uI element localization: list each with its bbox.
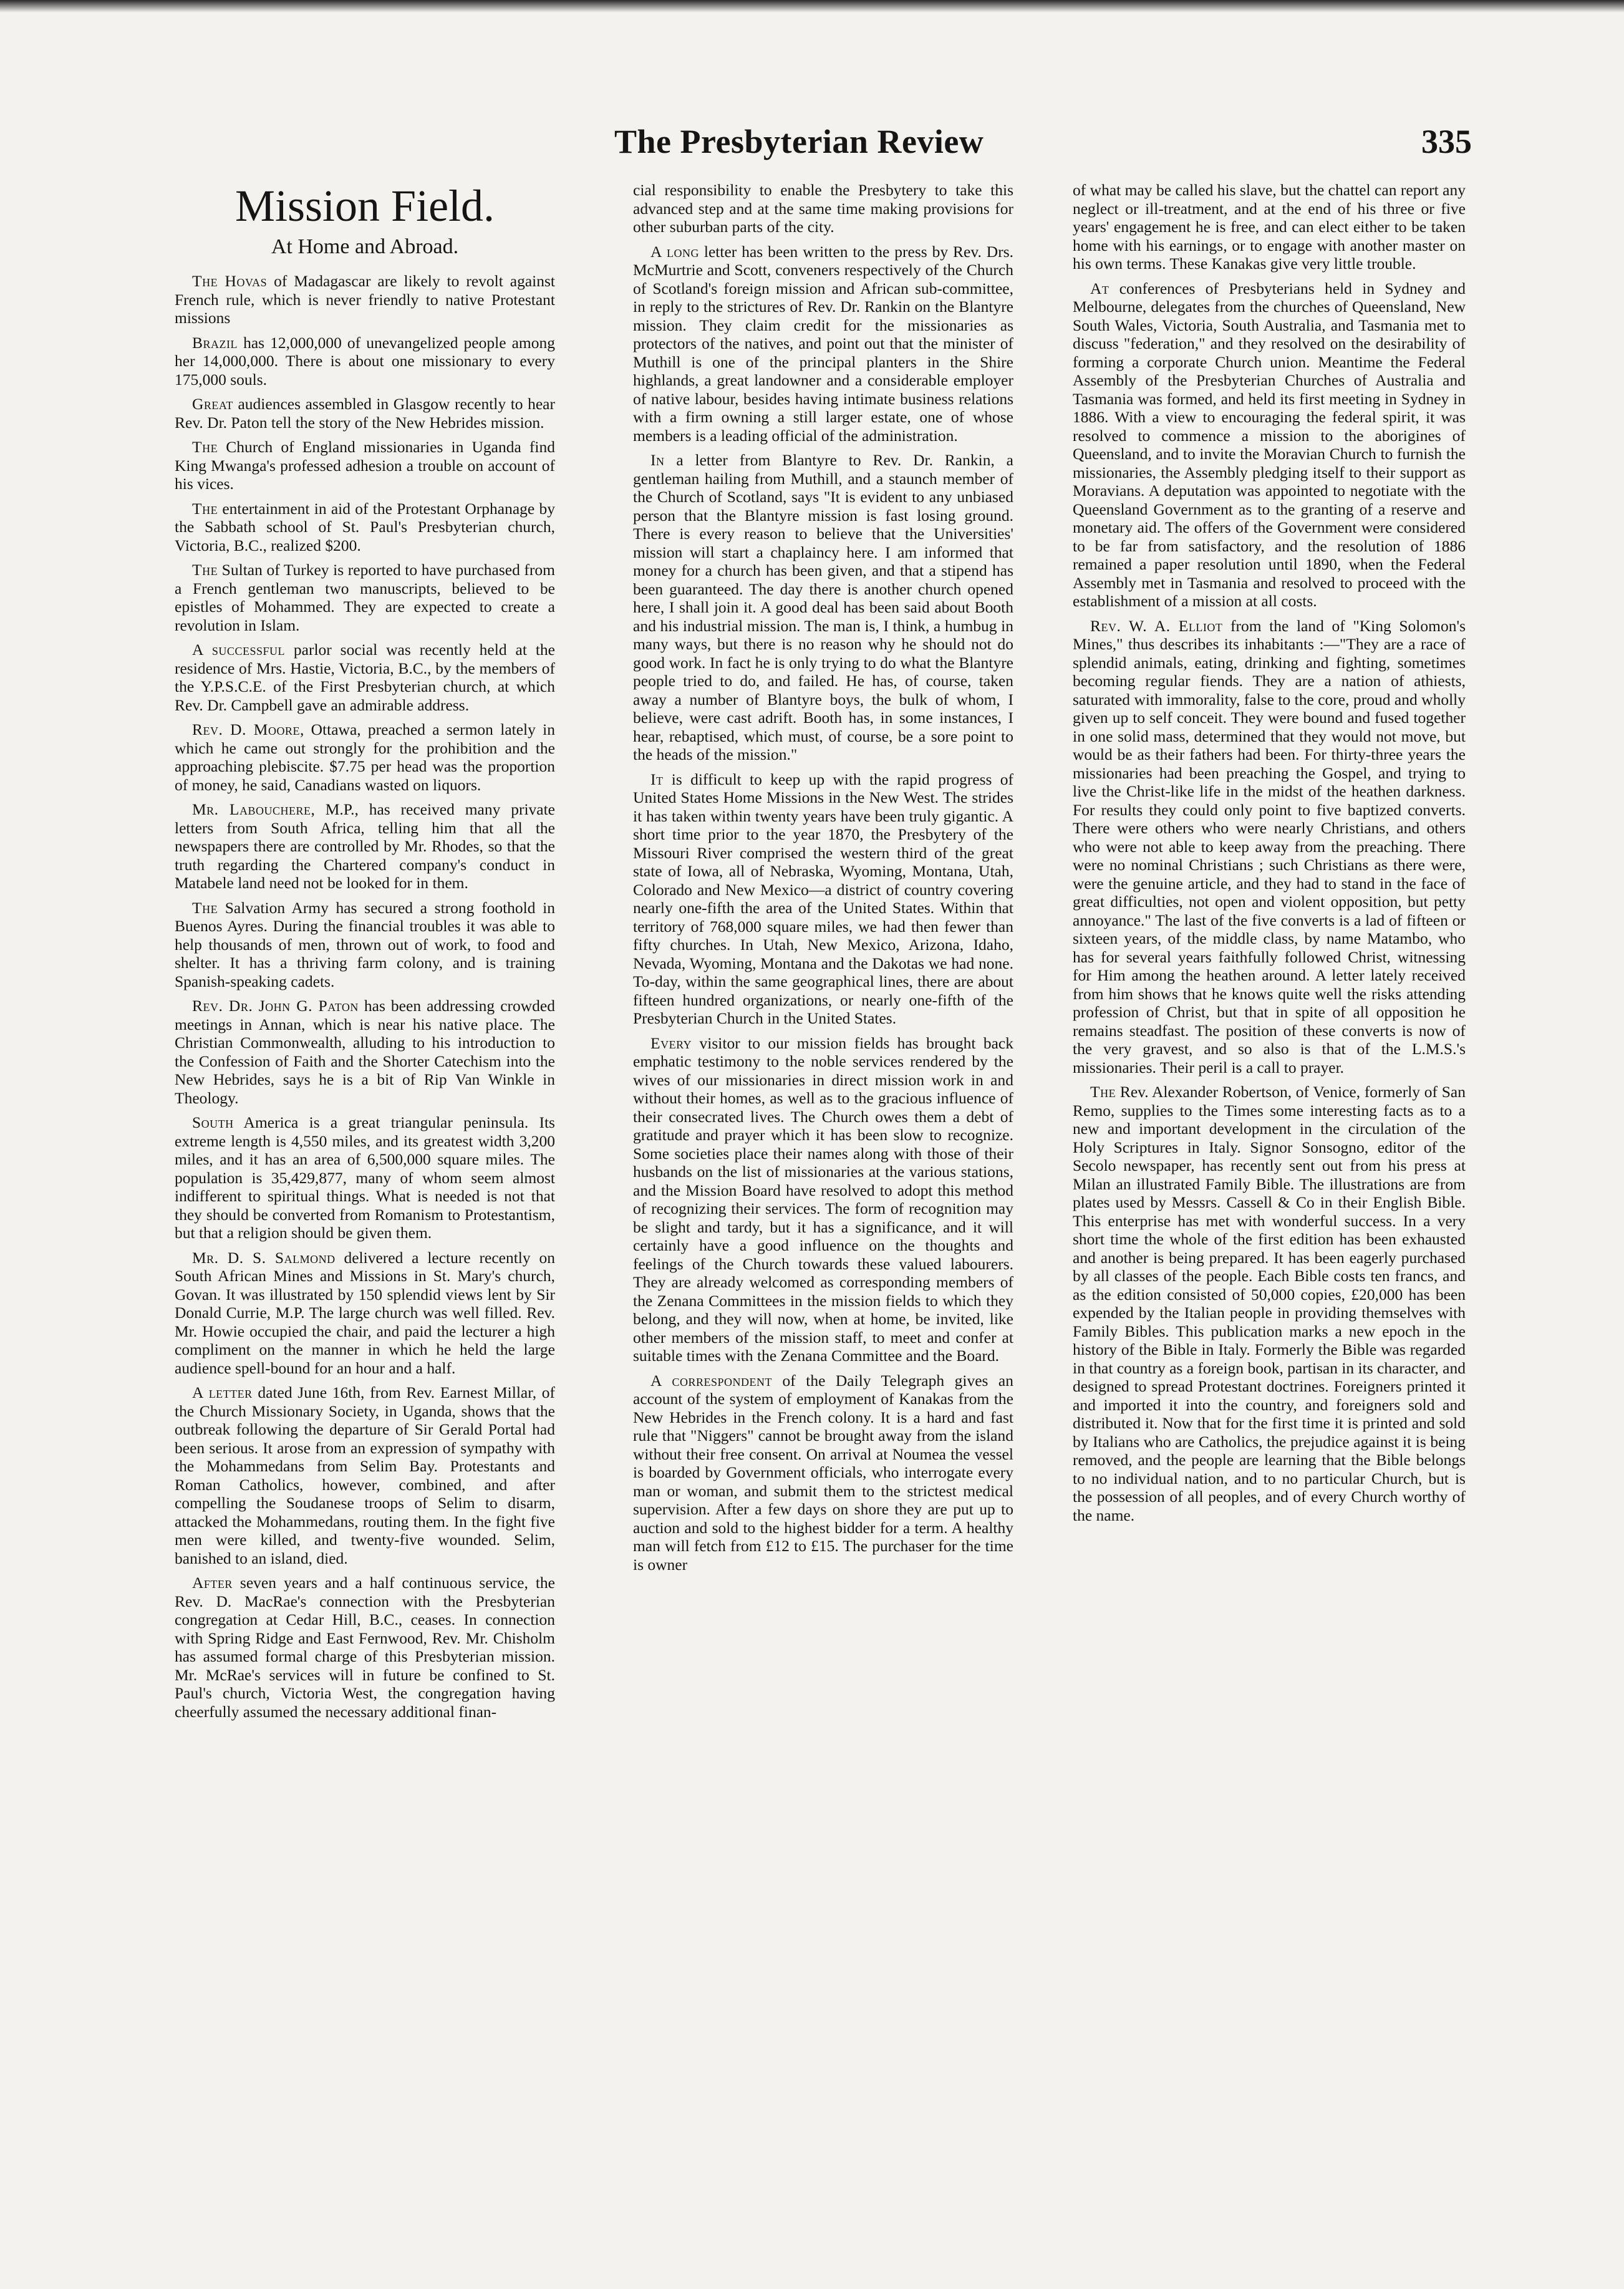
paragraph-lead: Every [650, 1033, 692, 1052]
paragraph [175, 561, 555, 634]
paragraph-lead: Rev. D. Moore [192, 720, 300, 738]
paragraph-lead: Rev. Dr. John G. Paton [192, 997, 359, 1015]
paragraph [175, 1574, 555, 1721]
paragraph [1073, 279, 1466, 611]
paragraph-text: conferences of Presbyterians held in Sydney and Melbourne, delegates from the churches of Queensland, New South Wales, Victoria, South Australia, and Tasmania met to discuss "federation," and they resolved on the desirability of forming a corporate Church union. Meantime the Federal Assembly of the Presbyterian Churches of Australia and Tasmania was formed, and held its first meeting in Sydney in 1886. With a view to encouraging the federal spirit, it was resolved to commence a mission to the aborigines of Queensland, and to invite the Moravian Church to furnish the missionaries, the Assembly pledging itself to their support as Moravians. A deputation was appointed to negotiate with the Queensland Government as to the granting of a reserve and monetary aid. The offers of the Government were considered to be far from satisfactory, and the resolution of 1886 remained a paper resolution until 1890, when the Federal Assembly met in Tasmania and resolved to proceed with the establishment of a mission at all costs. [1073, 279, 1466, 610]
paragraph [175, 720, 555, 794]
section-subtitle: At Home and Abroad. [271, 235, 459, 258]
paragraph-lead: A letter [192, 1383, 253, 1401]
paragraph [175, 1383, 555, 1567]
paragraph-text: parlor social was recently held at the residence of Mrs. Hastie, Victoria, B.C., by the members of the Y.P.S.C.E. of the First Presbyterian church, at which Rev. Dr. Campbell gave an admirable address. [175, 641, 555, 714]
paragraph [633, 1034, 1013, 1365]
paragraph-text: letter has been written to the press by Rev. Drs. McMurtrie and Scott, conveners respectively of the Church of Scotland's foreign mission and African sub-committee, in reply to the strictures of Rev. Dr. Rankin on the Blantyre mission. They claim credit for the missionaries as protectors of the natives, and point out that the minister of Muthill is one of the principal planters in the Shire highlands, a great landowner and a considerable employer of native labour, besides having intimate business relations with a firm owning a still larger estate, one of whose members is a leading official of the administration. [633, 242, 1013, 445]
paragraph-text: Rev. Alexander Robertson, of Venice, formerly of San Remo, supplies to the Times some interesting facts as to a new and important development in the circulation of the Holy Scriptures in Italy. Signor Sonsogno, editor of the Secolo newspaper, has recently sent out from his press at Milan an illustrated Family Bible. The illustrations are from plates used by Messrs. Cassell & Co in their English Bible. This enterprise has met with wonderful success. In a very short time the whole of the first edition has been exhausted and another is being prepared. It has been eagerly purchased by all classes of the people. Each Bible costs ten francs, and as the edition consisted of 50,000 copies, £20,000 has been expended by the Italian people in providing themselves with Family Bibles. This publication marks a new epoch in the history of the Bible in Italy. Formerly the Bible was regarded in that country as a foreign book, partisan in its character, and designed to spread Protestant doctrines. Foreigners printed it and imported it into the country, and foreigners sold and distributed it. Now that for the first time it is printed and sold by Italians who are Catholics, the prejudice against it is being removed, and the people are learning that the Bible belongs to no individual nation, and to no particular Church, but is the possession of all peoples, and of every Church worthy of the name. [1073, 1083, 1466, 1524]
paragraph-text: , Ottawa, preached a sermon lately in which he came out strongly for the prohibition and the approaching plebiscite. $7.75 per head was the proportion of money, he said, Canadians wasted on liquors. [175, 720, 555, 794]
page-header [225, 119, 1472, 181]
paragraph-lead: At [1090, 279, 1109, 298]
paragraph-lead: South [192, 1113, 234, 1131]
paragraph-text: , M.P., has received many private letters from South Africa, telling him that all the newspapers there are controlled by Mr. Rhodes, so that the truth regarding the Chartered company's conduct in Matabele land need not be looked for in them. [175, 800, 555, 892]
paragraph-text: a letter from Blantyre to Rev. Dr. Rankin, a gentleman hailing from Muthill, and a staunch member of the Church of Scotland, says "It is evident to any unbiased person that the Blantyre mission is fast losing ground. There is every reason to believe that the Universities' mission will start a chaplaincy here. I am informed that money for a church has been given, and that a stipend has been guaranteed. The day there is another church opened here, I shall join it. A good deal has been said about Booth and his industrial mission. The man is, I think, a humbug in many ways, but there is no reason why he should not do good work. In fact he is only trying to do what the Blantyre people tried to do, and failed. He has, of course, taken away a number of Blantyre boys, the bulk of whom, I believe, were cast adrift. Booth has, in some instances, I hear, rebaptised, which must, of course, be a sore point to the heads of the mission." [633, 451, 1013, 763]
paragraph-text: has been addressing crowded meetings in Annan, which is near his native place. The Christian Commonwealth, alluding to his introduction to the Confession of Faith and the Shorter Catechism into the New Hebrides, says he is a bit of Rip Van Winkle in Theology. [175, 997, 555, 1107]
paragraph-lead: A long [650, 242, 699, 261]
paragraph-text: audiences assembled in Glasgow recently to hear Rev. Dr. Paton tell the story of the New Hebrides mission. [175, 395, 555, 432]
paragraph-text: Church of England missionaries in Uganda find King Mwanga's professed adhesion a trouble on account of his vices. [175, 438, 555, 493]
paragraph-text: of Madagascar are likely to revolt against French rule, which is never friendly to native Protestant missions [175, 272, 555, 327]
paragraph [175, 500, 555, 555]
paragraph-lead: The [192, 898, 218, 917]
paragraph [633, 451, 1013, 764]
paragraph [175, 641, 555, 714]
paragraph-lead: The [192, 499, 218, 518]
paragraph [1073, 1083, 1466, 1524]
paragraph-text: dated June 16th, from Rev. Earnest Millar, of the Church Missionary Society, in Uganda, shows that the outbreak following the departure of Sir Gerald Portal had been serious. It arose from an expression of sympathy with the Mohammedans from Selim Bay. Protestants and Roman Catholics, however, combined, and after compelling the Soudanese troops of Selim to disarm, attacked the Mohammedans, routing them. In the fight five men were killed, and twenty-five wounded. Selim, banished to an island, died. [175, 1383, 555, 1567]
paragraph [1073, 181, 1466, 273]
paragraph-lead: The [192, 438, 218, 456]
paragraph-lead: The [1090, 1083, 1116, 1101]
article-columns [175, 181, 1466, 2183]
paragraph-lead: Mr. D. S. Salmond [192, 1248, 336, 1267]
paragraph-text: of the Daily Telegraph gives an account of the system of employment of Kanakas from the New Hebrides in the French colony. It is a hard and fast rule that "Niggers" cannot be brought away from the island without their free consent. On arrival at Noumea the vessel is boarded by Government officials, who interrogate every man or woman, and submit them to the strictest medical supervision. After a few days on shore they are put up to auction and sold to the highest bidder for a term. A healthy man will fetch from £12 to £15. The purchaser for the time is owner [633, 1371, 1013, 1574]
column-1-body [175, 272, 555, 1721]
paragraph-lead: After [192, 1574, 233, 1592]
paragraph [633, 243, 1013, 445]
paragraph [175, 1113, 555, 1242]
page-number: 335 [1421, 123, 1472, 160]
paragraph-lead: Rev. W. A. Elliot [1090, 616, 1223, 635]
paragraph [175, 899, 555, 991]
paragraph [175, 395, 555, 432]
paragraph-lead: Great [192, 395, 233, 413]
paragraph-text: has 12,000,000 of unevangelized people among her 14,000,000. There is about one missionary to every 175,000 souls. [175, 333, 555, 389]
paragraph [633, 770, 1013, 1028]
paragraph-text: is difficult to keep up with the rapid progress of United States Home Missions in the New West. The strides it has taken within twenty years have been truly gigantic. A short time prior to the year 1870, the Presbytery of the Missouri River comprised the western third of the great state of Iowa, all of Nebraska, Wyoming, Montana, Utah, Colorado and New Mexico—a district of country covering nearly one-fifth the area of the United States. Within that territory of 768,000 square miles, we had then fewer than fifty churches. In Utah, New Mexico, Arizona, Idaho, Nevada, Wyoming, Montana and the Dakotas we had none. To-day, within the same geographical lines, there are about fifteen hundred organizations, or nearly one-fifth of the Presbyterian Church in the United States. [633, 770, 1013, 1027]
paragraph-text: cial responsibility to enable the Presbytery to take this advanced step and at the same time making provisions for other suburban parts of the city. [633, 181, 1013, 236]
paragraph [175, 1249, 555, 1378]
column-2-body [633, 181, 1013, 1574]
paragraph [175, 997, 555, 1107]
column-3-body [1073, 181, 1466, 1524]
paragraph [175, 438, 555, 493]
paragraph-text: Salvation Army has secured a strong foothold in Buenos Ayres. During the financial troubles it was able to help thousands of men, thrown out of work, to food and shelter. It has a thriving farm colony, and is training Spanish-speaking cadets. [175, 898, 555, 990]
paragraph [175, 334, 555, 389]
paragraph-lead: A successful [192, 641, 285, 659]
paragraph-text: seven years and a half continuous service, the Rev. D. MacRae's connection with the Presbyterian congregation at Cedar Hill, B.C., ceases. In connection with Spring Ridge and East Fernwood, Rev. Mr. Chisholm has assumed formal charge of this Presbyterian mission. Mr. McRae's services will in future be confined to St. Paul's church, Victoria West, the congregation having cheerfully assumed the necessary additional finan- [175, 1574, 555, 1721]
paragraph-lead: The [192, 561, 218, 579]
paragraph-lead: In [650, 451, 665, 469]
paragraph-lead: Mr. Labouchere [192, 800, 311, 818]
column-2 [633, 181, 1013, 2183]
paragraph-text: entertainment in aid of the Protestant Orphanage by the Sabbath school of St. Paul's Presbyterian church, Victoria, B.C., realized $200. [175, 499, 555, 554]
paragraph-text: from the land of "King Solomon's Mines," thus describes its inhabitants :—"They are a race of splendid animals, eating, drinking and fighting, sometimes becoming regular fiends. They are a nation of athiests, saturated with immorality, false to the core, proud and wholly given up to self conceit. They were bound and fused together in one solid mass, determined that they would not move, but would be as their fathers had been. For thirty-three years the missionaries had been preaching the Gospel, and trying to live the Christ-like life in the midst of the heathen darkness. For results they could only point to five baptized converts. There were others who were nearly Christians, and others who were not able to keep away from the preaching. There were no nominal Christians ; such Christians as there were, were the genuine article, and they had to stand in the face of great difficulties, not open and violent opposition, but petty annoyance." The last of the five converts is a lad of fifteen or sixteen years, of the middle class, by name Matambo, who has for several years faithfully followed Christ, witnessing for Him among the heathen around. A letter lately received from him shows that he knows quite well the risks attending profession of Christ, but that in spite of all opposition he remains steadfast. The position of these converts is now of the very gravest, and so also is that of the L.M.S.'s missionaries. Their peril is a call to prayer. [1073, 616, 1466, 1077]
paragraph-lead: Brazil [192, 333, 238, 352]
paragraph-text: of what may be called his slave, but the chattel can report any neglect or ill-treatment, and at the end of his three or five years' engagement he is free, and can elect either to be taken home with his earnings, or to engage with another master on his own terms. These Kanakas give very little trouble. [1073, 181, 1466, 273]
running-title: The Presbyterian Review [614, 123, 984, 160]
section-title: Mission Field. [234, 181, 495, 231]
column-3 [1073, 181, 1466, 2183]
column-1 [175, 181, 555, 2183]
paragraph [1073, 617, 1466, 1077]
paragraph-lead: It [650, 770, 664, 788]
paragraph [633, 1372, 1013, 1574]
paragraph-lead: The Hovas [192, 272, 268, 290]
paragraph [175, 272, 555, 327]
paragraph-text: delivered a lecture recently on South African Mines and Missions in St. Mary's church, Govan. It was illustrated by 150 splendid views lent by Sir Donald Currie, M.P. The large church was well filled. Rev. Mr. Howie occupied the chair, and paid the lecturer a high compliment on the manner in which he held the large audience spell-bound for an hour and a half. [175, 1248, 555, 1377]
paragraph-text: America is a great triangular peninsula. Its extreme length is 4,550 miles, and its greatest width 3,200 miles, and it has an area of 6,500,000 square miles. The population is 35,429,877, many of whom seem almost indifferent to spiritual things. What is needed is not that they should be converted from Romanism to Protestantism, but that a religion should be given them. [175, 1113, 555, 1242]
paragraph-text: visitor to our mission fields has brought back emphatic testimony to the noble services rendered by the wives of our missionaries in direct mission work in and without their homes, as well as to the gracious influence of their consecrated lives. The Church owes them a debt of gratitude and prayer which it has been slow to recognize. Some societies place their names along with those of their husbands on the list of missionaries at the various stations, and the Mission Board have resolved to adopt this method of recognizing their services. The form of recognition may be slight and tardy, but it has a significance, and it will certainly have a good influence on the thoughts and feelings of the Church towards these valued labourers. They are already welcomed as corresponding members of the Zenana Committees in the mission fields to which they belong, and they will now, when at home, be invited, like other members of the mission staff, to meet and confer at suitable times with the Zenana Committee and the Board. [633, 1033, 1013, 1365]
scan-edge-shadow [0, 0, 1624, 12]
paragraph [633, 181, 1013, 236]
paragraph-text: Sultan of Turkey is reported to have purchased from a French gentleman two manuscripts, believed to be epistles of Mohammed. They are expected to create a revolution in Islam. [175, 561, 555, 634]
paragraph-lead: A correspondent [650, 1371, 773, 1390]
paragraph [175, 800, 555, 893]
